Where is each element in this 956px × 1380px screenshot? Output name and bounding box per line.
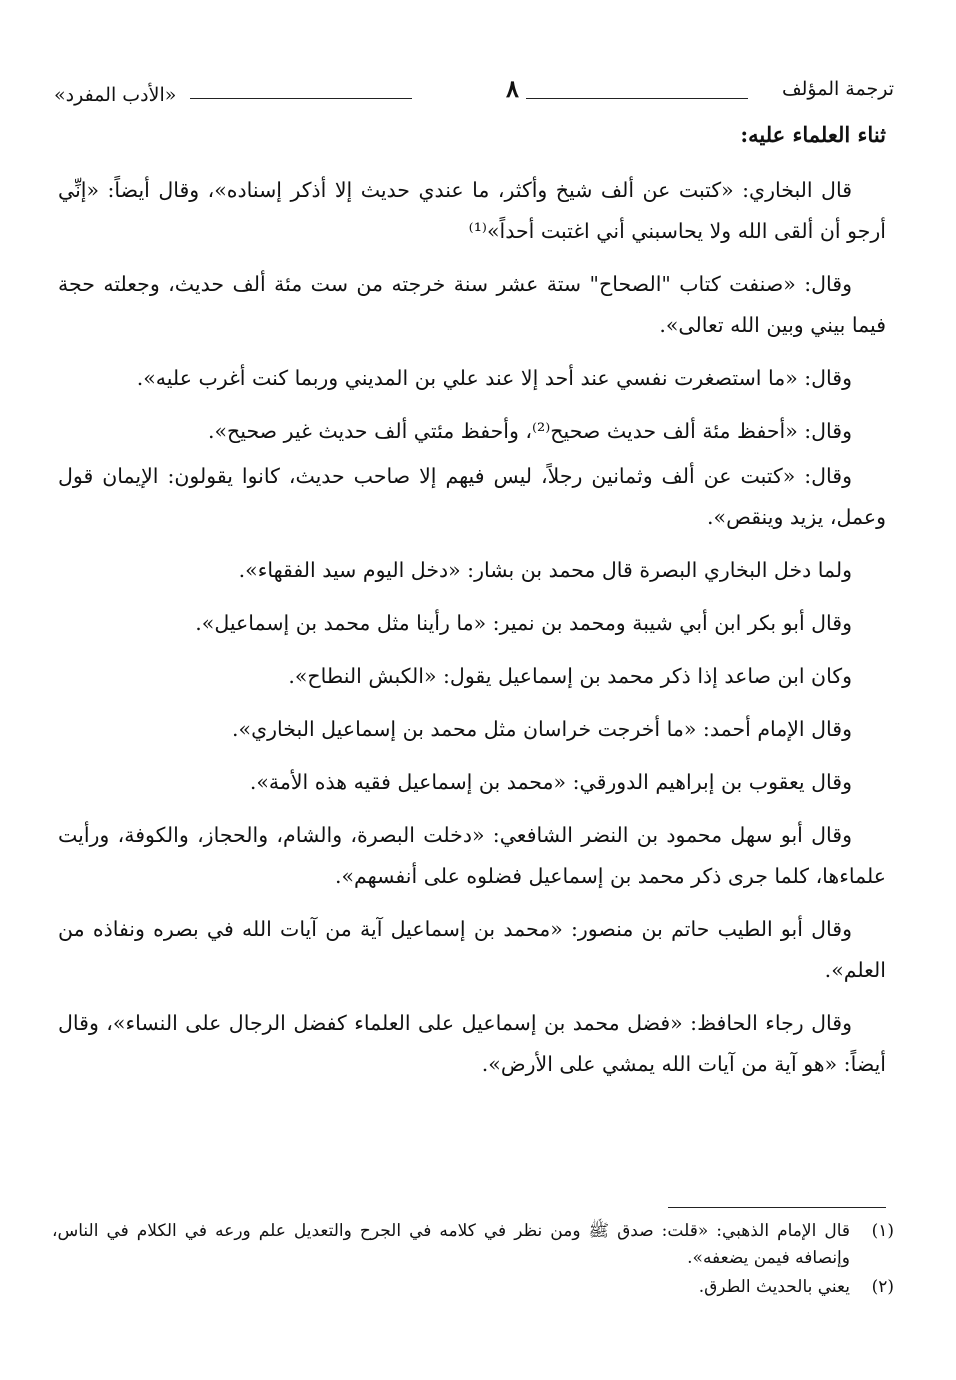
footnotes [52,1218,894,1303]
header-rule-left [190,98,412,99]
footnote-number: (٢) [871,1277,894,1297]
paragraph: وقال رجاء الحافظ: «فضل محمد بن إسماعيل على العلماء كفضل الرجال على النساء»، وقال أيضاً: «هو آية من آيات الله يمشي على الأرض». [58,1011,886,1076]
footnote-separator [668,1207,886,1208]
paragraph: وقال: «أحفظ مئة ألف حديث صحيح⁽²⁾، وأحفظ مئتي ألف حديث غير صحيح». [207,419,852,443]
paragraph: وقال: «كتبت عن ألف وثمانين رجلاً، ليس فيهم إلا صاحب حديث، كانوا يقولون: الإيمان قول وعمل، يزيد وينقص». [58,464,886,529]
running-header [54,76,894,116]
footnote [52,1274,894,1301]
paragraph: وقال يعقوب بن إبراهيم الدورقي: «محمد بن إسماعيل فقيه هذه الأمة». [249,770,852,794]
header-chapter-title: ترجمة المؤلف [781,78,894,100]
header-book-title: «الأدب المفرد» [54,84,177,106]
paragraph: قال البخاري: «كتبت عن ألف شيخ وأكثر، ما عندي حديث إلا أذكر إسناده»، وقال أيضاً: «إنِّي أرجو أن ألقى الله ولا يحاسبني أني اغتبت أحداً»⁽¹⁾ [58,178,886,243]
paragraph: وقال: «ما استصغرت نفسي عند أحد إلا عند علي بن المديني وربما كنت أغرب عليه». [136,366,852,390]
section-title: ثناء العلماء عليه: [740,122,886,147]
paragraph: وكان ابن صاعد إذا ذكر محمد بن إسماعيل يقول: «الكبش النطاح». [288,664,852,688]
paragraph: وقال: «صنفت كتاب "الصحاح" ستة عشر سنة خرجته من ست مئة ألف حديث، وجعلته حجة فيما بيني وبين الله تعالى». [58,272,886,337]
header-rule-right [526,98,748,99]
footnote [52,1218,894,1272]
paragraph: وقال الإمام أحمد: «ما أخرجت خراسان مثل محمد بن إسماعيل البخاري». [232,717,852,741]
page-number: ٨ [506,74,519,103]
footnote-text: قال الإمام الذهبي: «قلت: صدق ﷺ ومن نظر في كلامه في الجرح والتعديل علم ورعه في الكلام في الناس، وإنصافه فيمن يضعفه». [52,1221,850,1268]
footnote-text: يعني بالحديث الطرق. [698,1277,850,1297]
paragraph: ولما دخل البخاري البصرة قال محمد بن بشار: «دخل اليوم سيد الفقهاء». [238,558,852,582]
main-text [58,170,886,1097]
paragraph: وقال أبو بكر ابن أبي شيبة ومحمد بن نمير: «ما رأينا مثل محمد بن إسماعيل». [195,611,852,635]
footnote-number: (١) [871,1221,894,1241]
paragraph: وقال أبو سهل محمود بن النضر الشافعي: «دخلت البصرة، والشام، والحجاز، والكوفة، ورأيت علماءها، كلما جرى ذكر محمد بن إسماعيل فضلوه على أنفسهم». [58,823,886,888]
paragraph: وقال أبو الطيب حاتم بن منصور: «محمد بن إسماعيل آية من آيات الله في بصره ونفاذه من العلم». [58,917,886,982]
